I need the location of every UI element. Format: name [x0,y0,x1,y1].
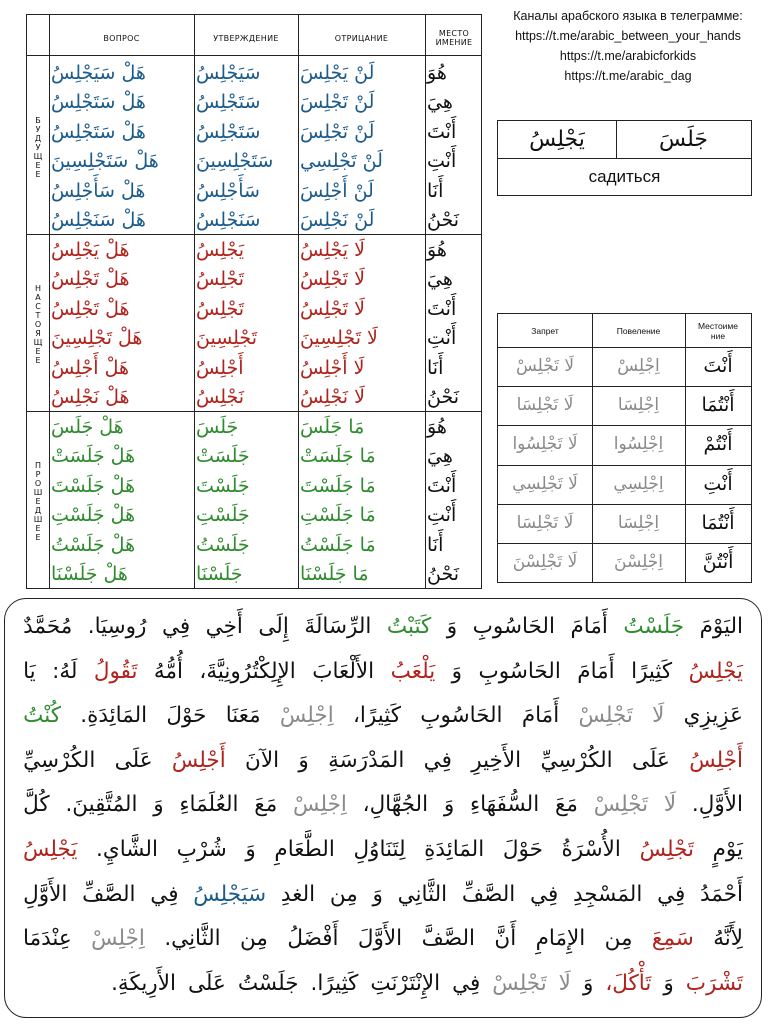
header-pronoun: МЕСТО ИМЕНИЕ [435,29,473,47]
tense-label-letter: У [35,142,41,152]
text-word: حَوْلَ [502,837,543,862]
text-word: الحَاسُوبِ [420,703,503,729]
imperative-command-cell: اِجْلِسَا [617,395,660,416]
column-divider [425,15,426,588]
verb-past: جَلَسَ [659,126,708,152]
tense-label-letter: Н [34,283,41,293]
text-word: الصَّفَّ [421,926,476,952]
text-line [23,652,743,692]
text-word: تَجْلِسْ [492,970,547,996]
tense-label-letter: Д [34,505,42,515]
conjugation-question-cell: هَلْ سَنَجْلِسُ [51,209,146,231]
conjugation-question-cell: هَلْ يَجْلِسُ [51,238,130,261]
conjugation-affirmation-cell: سَتَجْلِسُ [196,91,261,113]
conjugation-pronoun-cell: نَحْنُ [427,386,460,408]
conjugation-question-cell: هَلْ تَجْلِسُ [51,268,130,290]
conjugation-negation-cell: مَا جَلَسْتِ [300,504,376,526]
conjugation-pronoun-cell: هُوَ [427,61,447,84]
tense-label-letter: Щ [33,337,43,347]
conjugation-pronoun-cell: أَنْتِ [427,327,457,349]
conjugation-negation-cell: مَا جَلَسْنَا [300,563,369,585]
tense-label-letter: Ш [33,514,43,524]
conjugation-pronoun-cell: نَحْنُ [427,563,460,585]
text-word: لِتَنَاوُلِ [353,837,406,862]
text-line [23,607,743,647]
conjugation-negation-cell: مَا جَلَسْتَ [300,474,376,497]
text-word: الإِنْتَرْنَتِ [370,970,441,996]
column-divider [298,15,299,588]
text-word: كَثِيرًا. [310,970,359,996]
tense-label-letter: О [34,319,42,329]
text-word: لَا [558,970,571,996]
header-command: Повеление [616,325,661,336]
tense-label-letter: С [35,301,41,311]
text-word: المَسْجِدِ [573,881,643,907]
text-word: لَا [652,703,665,729]
text-word: أَحْمَدُ [700,881,743,907]
conjugation-question-cell: هَلْ سَأَجْلِسُ [51,179,146,202]
conjugation-pronoun-cell: أَنَا [427,533,444,556]
conjugation-affirmation-cell: نَجْلِسُ [196,386,245,408]
conjugation-negation-cell: لَنْ تَجْلِسَ [300,120,375,143]
text-word: كَثِيرًا، [352,703,401,729]
text-word: الحَاسُوبِ [478,658,561,684]
text-word: المَائِدَةِ [424,837,485,862]
conjugation-negation-cell: لَنْ تَجْلِسِي [300,150,383,172]
text-word: أَجْلِسُ [689,747,743,773]
conjugation-negation-cell: مَا جَلَسَ [300,415,365,438]
conjugation-affirmation-cell: سَيَجْلِسُ [196,61,261,84]
imperative-prohibition-cell: لَا تَجْلِسَا [516,512,574,533]
text-word: وَ [298,747,309,773]
tense-label-letter: Я [35,328,41,338]
conjugation-affirmation-cell: سَأَجْلِسُ [196,179,260,202]
imperative-command-cell: اِجْلِسَا [617,512,660,533]
conjugation-question-cell: هَلْ أَجْلِسُ [51,356,129,379]
text-word: مَعَ [254,792,278,818]
text-word: يَجْلِسُ [23,837,78,862]
conjugation-question-cell: هَلْ نَجْلِسُ [51,386,130,408]
text-word: أَمَامَ [521,703,560,729]
text-line [23,696,743,736]
conjugation-question-cell: هَلْ سَتَجْلِسِينَ [51,150,159,172]
imperative-prohibition-cell: لَا تَجْلِسِي [512,473,578,494]
tense-label-letter: Е [35,532,41,542]
text-line [23,919,743,959]
tense-label-letter: Д [34,133,42,143]
text-word: وَ [153,792,164,818]
conjugation-table [26,14,482,589]
imperative-pronoun-cell: أَنْتُمَا [701,511,735,534]
telegram-channels [490,6,766,86]
header-prohibition: Запрет [531,325,559,336]
conjugation-negation-cell: لَا تَجْلِسُ [300,268,365,290]
text-word: مِن [240,926,268,952]
text-word: فِي [657,881,686,907]
imperative-pronoun-cell: أَنْتُمَا [701,394,735,417]
conjugation-pronoun-cell: هِيَ [427,91,453,113]
text-word: مُحَمَّدٌ [23,614,73,639]
text-word: فِي [161,614,191,639]
conjugation-affirmation-cell: تَجْلِسُ [196,268,245,290]
text-word: أَجْلِسُ [171,747,226,773]
text-line [23,830,743,870]
text-word: المُتَّقِينَ. [65,792,138,818]
text-word: كُلَّ [23,792,50,818]
header-affirmation: УТВЕРЖДЕНИЕ [213,33,279,43]
conjugation-pronoun-cell: أَنْتَ [427,120,457,143]
conjugation-negation-cell: لَا تَجْلِسِينَ [300,327,378,349]
column-divider [194,15,195,588]
conjugation-negation-cell: مَا جَلَسَتْ [300,445,376,467]
column-divider [49,15,50,588]
tense-label-letter: Е [35,160,41,170]
text-word: عَزِيزِي [683,703,743,729]
imperative-table [497,313,752,583]
tense-label [27,116,49,179]
imperative-pronoun-cell: أَنْتُمْ [703,433,733,456]
verb-meaning: садиться [588,167,661,186]
conjugation-negation-cell: لَا تَجْلِسُ [300,297,365,320]
text-word: الكُرْسِيِّ [540,747,613,773]
text-word: حَوْلَ [166,703,207,729]
imperative-prohibition-cell: لَا تَجْلِسْ [515,356,575,376]
text-word: إِلَى [258,614,289,639]
text-word: المَائِدَةِ. [80,703,148,729]
row-divider [27,234,481,235]
conjugation-pronoun-cell: أَنْتَ [427,474,457,497]
text-word: اِجْلِسْ [293,792,347,818]
text-word: مَعَنَا [225,703,261,729]
text-word: الأَوَّلِ [23,881,68,907]
text-word: الأَوَّلِ. [691,792,743,818]
text-word: الأَوَّلَ [357,926,403,952]
conjugation-negation-cell: لَنْ نَجْلِسَ [300,209,375,231]
telegram-link[interactable]: https://t.me/arabic_between_your_hands [515,29,741,43]
text-word: يَوْمٍ [712,837,743,862]
text-word: جَلَسْتُ [237,970,299,996]
header-pronoun: Местоиме ние [698,320,738,341]
tense-label-letter: Е [35,523,41,533]
tense-label-letter: Щ [33,151,43,161]
text-word: الغدِ [280,881,316,907]
conjugation-pronoun-cell: هُوَ [427,415,447,438]
conjugation-affirmation-cell: جَلَسْنَا [196,563,243,585]
text-word: الثَّانِي. [164,926,221,952]
text-word: المَدْرَسَةِ [328,747,405,773]
text-word: الطَّعَامِ [274,837,335,862]
text-word: فِي [530,881,559,907]
text-word: الأَلْعَابَ [312,658,375,684]
text-word: وَ [582,970,594,996]
text-word: الأَرِيكَةِ. [111,970,176,996]
conjugation-question-cell: هَلْ جَلَسَتْ [51,445,136,467]
text-word: السُّفَهَاءِ [470,792,540,818]
text-word: تَجْلِسْ [578,703,633,729]
text-word: الأَخِيرِ [471,747,522,773]
conjugation-pronoun-cell: هُوَ [427,238,447,261]
verb-present: يَجْلِسُ [529,126,585,152]
conjugation-question-cell: هَلْ سَيَجْلِسُ [51,61,146,84]
reading-text-panel [4,598,762,1018]
conjugation-pronoun-cell: أَنَا [427,356,444,379]
tense-label-letter: Т [35,310,41,320]
text-word: عَلَى [114,747,153,773]
conjugation-question-cell: هَلْ سَتَجْلِسُ [51,120,146,143]
text-word: سَمِعَ [651,926,694,952]
text-word: فِي [150,881,179,907]
conjugation-pronoun-cell: هِيَ [427,445,453,467]
text-word: شُرْبِ [176,837,227,862]
conjugation-negation-cell: مَا جَلَسْتُ [300,533,376,556]
text-word: لَا [663,792,677,818]
text-word: وَ [443,792,455,818]
text-word: الحَاسُوبِ [472,614,555,639]
telegram-heading: Каналы арабского языка в телеграмме: [513,9,743,23]
conjugation-negation-cell: لَنْ تَجْلِسَ [300,91,375,113]
tense-label-letter: О [34,478,42,488]
conjugation-negation-cell: لَنْ يَجْلِسَ [300,61,375,84]
imperative-command-cell: اِجْلِسْنَ [614,552,663,572]
conjugation-negation-cell: لَنْ أَجْلِسَ [300,179,374,202]
text-word: اِجْلِسْ [91,926,145,952]
conjugation-affirmation-cell: سَنَجْلِسُ [196,209,261,231]
text-word: أَنَّ [494,926,517,952]
text-word: عَلَى [187,970,226,996]
text-word: اِجْلِسْ [279,703,334,729]
text-word: الصَّفِّ [82,881,136,907]
tense-label-letter: Е [35,169,41,179]
conjugation-affirmation-cell: جَلَسْتِ [196,504,250,526]
conjugation-affirmation-cell: تَجْلِسِينَ [196,327,257,349]
text-word: تَأْكُلَ، [605,970,652,996]
conjugation-pronoun-cell: أَنْتِ [427,504,457,526]
tense-label-letter: Е [35,346,41,356]
conjugation-question-cell: هَلْ سَتَجْلِسُ [51,91,146,113]
text-word: وَ [446,614,458,639]
text-word: الإِلِكْتُرُونِيَّةَ، [199,658,296,684]
conjugation-pronoun-cell: نَحْنُ [427,209,460,231]
text-word: مِن [604,926,633,952]
text-word: عَلَى [631,747,670,773]
imperative-pronoun-cell: أَنْتِ [703,472,733,495]
conjugation-affirmation-cell: سَتَجْلِسُ [196,120,261,143]
text-word: تَجْلِسُ [639,837,694,862]
conjugation-question-cell: هَلْ جَلَسْتَ [51,474,136,497]
text-word: الإِمَامِ [535,926,586,952]
text-word: مَعَ [554,792,578,818]
text-word: الجُهَّالِ، [362,792,429,818]
imperative-prohibition-cell: لَا تَجْلِسُوا [512,434,578,455]
text-word: يَا [23,658,36,684]
tense-label-letter: У [35,124,41,134]
text-word: أَفْضَلُ [287,926,339,952]
imperative-pronoun-cell: أَنْتُنَّ [702,551,734,573]
conjugation-question-cell: هَلْ جَلَسْتِ [51,504,136,526]
text-word: وَ [451,658,463,684]
text-word: سَيَجْلِسُ [193,881,267,907]
text-word: رُوسِيَا. [87,614,147,639]
text-word: تَشْرَبَ [685,970,743,996]
text-word: أَمَامَ [570,614,608,639]
conjugation-affirmation-cell: جَلَسَتْ [196,445,250,467]
text-word: الصَّفِّ [461,881,516,907]
text-word: الرِّسَالَةَ [304,614,372,639]
text-word: يَجْلِسُ [688,658,743,684]
header-question: ВОПРОС [103,33,140,43]
text-line [23,964,743,1004]
text-line [23,741,743,781]
imperative-command-cell: اِجْلِسْ [617,356,660,376]
text-word: اليَوْمَ [699,614,743,639]
text-word: يَلْعَبُ [390,658,436,684]
conjugation-affirmation-cell: يَجْلِسُ [196,238,245,261]
row-divider [27,411,481,412]
text-word: لِأَنَّهُ [713,926,743,952]
imperative-pronoun-cell: أَنْتَ [703,355,733,377]
conjugation-question-cell: هَلْ تَجْلِسُ [51,297,130,320]
conjugation-affirmation-cell: جَلَسْتَ [196,474,250,497]
text-word: الشَّايِ. [96,837,158,862]
imperative-command-cell: اِجْلِسُوا [613,434,664,455]
conjugation-affirmation-cell: جَلَسَ [196,415,239,438]
conjugation-affirmation-cell: جَلَسْتُ [196,533,250,556]
conjugation-affirmation-cell: تَجْلِسُ [196,297,245,320]
tense-label-letter: Е [35,496,41,506]
conjugation-question-cell: هَلْ تَجْلِسِينَ [51,327,143,349]
conjugation-pronoun-cell: أَنْتَ [427,297,457,320]
tense-label [27,284,49,365]
text-word: الكُرْسِيِّ [23,747,96,773]
tense-label-letter: А [35,292,41,302]
tense-label [27,461,49,542]
tense-label-letter: П [34,460,41,470]
conjugation-pronoun-cell: أَنْتِ [427,150,457,172]
imperative-prohibition-cell: لَا تَجْلِسَا [516,395,574,416]
conjugation-affirmation-cell: أَجْلِسُ [196,356,244,379]
tense-label-letter: Е [35,355,41,365]
telegram-link[interactable]: https://t.me/arabic_dag [564,69,692,83]
conjugation-question-cell: هَلْ جَلَسْتُ [51,533,136,556]
conjugation-pronoun-cell: أَنَا [427,179,444,202]
text-word: وَ [663,970,674,996]
text-word: الأُسْرَةُ [561,837,621,862]
text-word: تَقُولُ [93,658,138,684]
text-word: كَتَبْتُ [386,614,432,639]
text-word: تَجْلِسْ [593,792,649,818]
tense-label-letter: Ш [33,487,43,497]
conjugation-negation-cell: لَا يَجْلِسُ [300,238,365,261]
text-word: أُمُّهُ [153,658,183,684]
text-line [23,785,743,825]
text-word: فِي [423,747,452,773]
text-line [23,875,743,915]
conjugation-question-cell: هَلْ جَلَسَ [51,415,124,438]
text-word: عِنْدَمَا [23,926,72,952]
text-word: وَ [372,881,383,907]
text-word: فِي [452,970,481,996]
imperative-command-cell: اِجْلِسِي [613,473,664,494]
conjugation-negation-cell: لَا نَجْلِسُ [300,386,365,408]
conjugation-pronoun-cell: هِيَ [427,268,453,290]
imperative-prohibition-cell: لَا تَجْلِسْنَ [512,552,578,572]
conjugation-negation-cell: لَا أَجْلِسُ [300,356,365,379]
text-word: وَ [245,837,256,862]
text-word: كَثِيرًا [631,658,673,684]
conjugation-question-cell: هَلْ جَلَسْنَا [51,563,128,585]
text-word: الثَّانِي [397,881,448,907]
text-word: مِن [329,881,358,907]
text-word: جَلَسْتُ [623,614,685,639]
text-word: كُنْتُ [23,703,61,729]
verb-box [497,120,752,196]
text-word: الآنَ [245,747,280,773]
text-word: لَهُ: [52,658,78,684]
tense-label-letter: Б [35,115,41,125]
telegram-link[interactable]: https://t.me/arabicforkids [559,49,697,63]
text-word: أَخِي [205,614,243,639]
header-negation: ОТРИЦАНИЕ [334,33,389,43]
text-word: أَمَامَ [577,658,615,684]
tense-label-letter: Р [35,469,41,479]
conjugation-affirmation-cell: سَتَجْلِسِينَ [196,150,274,172]
text-word: العُلَمَاءِ [179,792,239,818]
